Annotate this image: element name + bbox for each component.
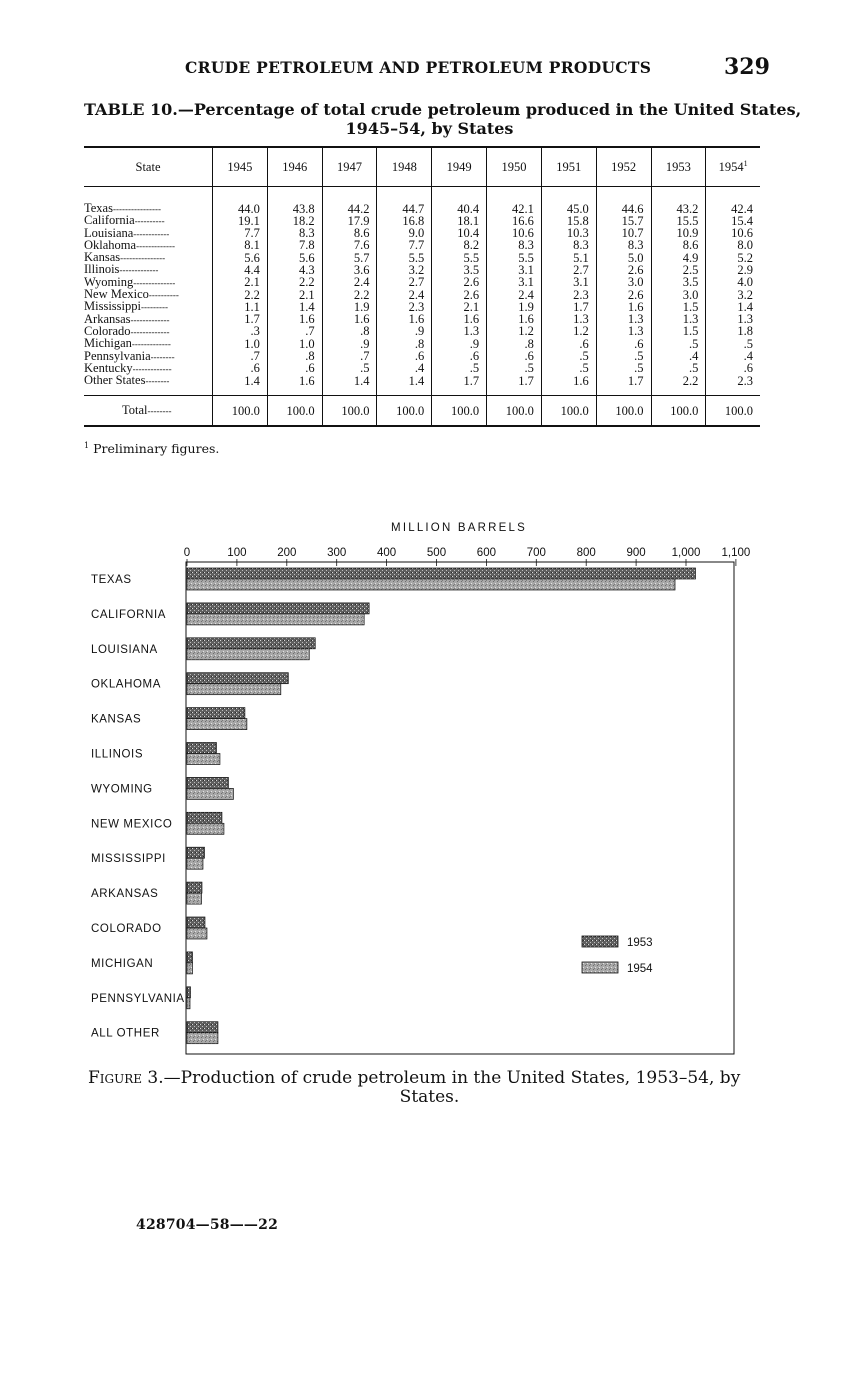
value-cell: .6 — [377, 351, 432, 363]
value-cell: 18.1 — [432, 215, 487, 227]
value-cell: 8.0 — [706, 240, 760, 252]
category-label: KANSAS — [91, 713, 142, 726]
value-cell: .5 — [706, 338, 760, 350]
state-name: Arkansas — [84, 311, 131, 326]
state-name: Wyoming — [84, 274, 134, 289]
bar-1954 — [187, 649, 309, 660]
bar-1954 — [187, 998, 190, 1009]
value-cell: .5 — [432, 363, 487, 375]
bar-1953 — [187, 812, 222, 823]
value-cell: 4.9 — [651, 252, 706, 264]
value-cell: 1.9 — [487, 301, 542, 313]
value-cell: 1.4 — [267, 301, 322, 313]
figure-caption — [88, 1068, 740, 1088]
total-value-cell: 100.0 — [706, 396, 760, 427]
category-label: CALIFORNIA — [91, 608, 167, 621]
value-cell: 9.0 — [377, 228, 432, 240]
x-tick-label: 200 — [277, 547, 297, 559]
dot-leader: -------- — [150, 351, 175, 362]
total-value-cell: 100.0 — [213, 396, 268, 427]
x-tick-label: 800 — [576, 547, 596, 559]
value-cell: 1.2 — [541, 326, 596, 338]
value-cell: .6 — [487, 351, 542, 363]
value-cell: 2.6 — [596, 264, 651, 276]
value-cell: 10.6 — [706, 228, 760, 240]
value-cell: .5 — [651, 363, 706, 375]
value-cell: 44.2 — [322, 187, 377, 216]
value-cell: 8.3 — [487, 240, 542, 252]
bar-1954 — [187, 684, 281, 695]
value-cell: 1.4 — [213, 375, 268, 396]
value-cell: 5.0 — [596, 252, 651, 264]
value-cell: 8.6 — [322, 228, 377, 240]
category-label: MISSISSIPPI — [91, 853, 166, 866]
figure-caption-prefix: Figure — [88, 1068, 143, 1088]
bar-1953 — [187, 1022, 218, 1033]
value-cell: 3.1 — [487, 277, 542, 289]
value-cell: 3.1 — [487, 264, 542, 276]
value-cell: 43.8 — [267, 187, 322, 216]
x-tick-label: 1,000 — [671, 547, 701, 559]
legend-swatch-1953 — [582, 936, 618, 947]
value-cell: 15.4 — [706, 215, 760, 227]
year-column-header-1954 — [706, 147, 760, 187]
value-cell: 2.1 — [267, 289, 322, 301]
value-cell: 1.3 — [706, 314, 760, 326]
value-cell: 5.6 — [213, 252, 268, 264]
footnote-mark: 1 — [84, 441, 90, 450]
total-value-cell: 100.0 — [322, 396, 377, 427]
bar-1954 — [187, 614, 364, 625]
bar-1954 — [187, 823, 224, 834]
year-column-header: 1945 — [213, 147, 268, 187]
production-bar-chart — [0, 500, 859, 1060]
value-cell: 5.5 — [377, 252, 432, 264]
value-cell: .8 — [377, 338, 432, 350]
category-label: MICHIGAN — [91, 957, 154, 970]
value-cell: 7.6 — [322, 240, 377, 252]
value-cell: 3.1 — [541, 277, 596, 289]
value-cell: .6 — [213, 363, 268, 375]
legend-swatch-1954 — [582, 962, 618, 973]
value-cell: 10.7 — [596, 228, 651, 240]
state-name: New Mexico — [84, 287, 149, 302]
value-cell: .6 — [596, 338, 651, 350]
value-cell: .5 — [322, 363, 377, 375]
total-value-cell: 100.0 — [541, 396, 596, 427]
year-column-header: 1948 — [377, 147, 432, 187]
value-cell: .6 — [706, 363, 760, 375]
value-cell: 1.6 — [377, 314, 432, 326]
printer-code: 428704—58——22 — [136, 1217, 279, 1233]
value-cell: 2.6 — [596, 289, 651, 301]
value-cell: .9 — [432, 338, 487, 350]
state-name: Other States — [84, 373, 146, 388]
value-cell: 4.0 — [706, 277, 760, 289]
running-head: CRUDE PETROLEUM AND PETROLEUM PRODUCTS — [185, 58, 652, 77]
total-value-cell: 100.0 — [596, 396, 651, 427]
value-cell: 1.6 — [432, 314, 487, 326]
value-cell: .5 — [596, 351, 651, 363]
value-cell: 1.3 — [651, 314, 706, 326]
value-cell: 2.7 — [541, 264, 596, 276]
value-cell: 3.5 — [432, 264, 487, 276]
value-cell: .4 — [651, 351, 706, 363]
bar-1953 — [187, 708, 245, 719]
state-name: California — [84, 213, 135, 228]
value-cell: 2.1 — [213, 277, 268, 289]
value-cell: 45.0 — [541, 187, 596, 216]
x-tick-label: 0 — [183, 547, 191, 559]
dot-leader: ------------- — [136, 240, 176, 251]
x-tick-label: 500 — [426, 547, 447, 559]
value-cell: 2.2 — [267, 277, 322, 289]
value-cell: 5.5 — [432, 252, 487, 264]
table-row — [84, 187, 760, 216]
value-cell: 16.8 — [377, 215, 432, 227]
value-cell: 7.8 — [267, 240, 322, 252]
value-cell: 1.9 — [322, 301, 377, 313]
value-cell: 2.7 — [377, 277, 432, 289]
bar-1953 — [187, 743, 216, 754]
year-label: 1954 — [718, 160, 744, 175]
x-axis-title: MILLION BARRELS — [391, 522, 527, 534]
value-cell: 3.0 — [596, 277, 651, 289]
value-cell: 2.4 — [322, 277, 377, 289]
value-cell: 1.4 — [377, 375, 432, 396]
category-label: ILLINOIS — [91, 748, 144, 761]
category-label: WYOMING — [91, 783, 153, 796]
value-cell: 1.2 — [487, 326, 542, 338]
value-cell: 2.6 — [432, 277, 487, 289]
value-cell: 1.6 — [322, 314, 377, 326]
value-cell: 1.6 — [541, 375, 596, 396]
value-cell: .6 — [267, 363, 322, 375]
value-cell: 42.4 — [706, 187, 760, 216]
value-cell: .9 — [377, 326, 432, 338]
state-name: Pennsylvania — [84, 348, 151, 363]
dot-leader: --------------- — [120, 253, 166, 264]
value-cell: 2.5 — [651, 264, 706, 276]
value-cell: 1.6 — [487, 314, 542, 326]
dot-leader: -------- — [147, 406, 172, 417]
value-cell: 1.6 — [267, 375, 322, 396]
value-cell: 44.7 — [377, 187, 432, 216]
value-cell: .9 — [322, 338, 377, 350]
value-cell: 1.7 — [596, 375, 651, 396]
state-name: Illinois — [84, 262, 120, 277]
legend — [582, 936, 653, 975]
value-cell: 2.2 — [651, 375, 706, 396]
category-label: TEXAS — [91, 574, 132, 586]
bar-1953 — [187, 882, 202, 893]
dot-leader: ---------- — [134, 216, 165, 227]
value-cell: 5.1 — [541, 252, 596, 264]
value-cell: 8.1 — [213, 240, 268, 252]
value-cell: 5.6 — [267, 252, 322, 264]
table-total-row — [84, 396, 760, 427]
bar-1953 — [187, 603, 369, 614]
value-cell: 2.4 — [377, 289, 432, 301]
value-cell: 4.3 — [267, 264, 322, 276]
footnote-text: Preliminary figures. — [93, 441, 220, 457]
bar-1954 — [187, 893, 201, 904]
value-cell: 2.3 — [541, 289, 596, 301]
state-name: Michigan — [84, 336, 132, 351]
value-cell: 8.3 — [267, 228, 322, 240]
value-cell: .7 — [267, 326, 322, 338]
value-cell: 1.7 — [541, 301, 596, 313]
x-tick-label: 1,100 — [721, 547, 751, 559]
value-cell: 2.4 — [487, 289, 542, 301]
value-cell: 1.3 — [432, 326, 487, 338]
dot-leader: ------------- — [119, 265, 159, 276]
year-column-header: 1946 — [267, 147, 322, 187]
total-label: Total-------- — [84, 396, 213, 427]
value-cell: 2.3 — [706, 375, 760, 396]
value-cell: 2.2 — [322, 289, 377, 301]
total-value-cell: 100.0 — [432, 396, 487, 427]
x-tick-label: 100 — [227, 547, 247, 559]
bar-1954 — [187, 788, 233, 799]
state-cell — [84, 375, 213, 396]
year-column-header: 1953 — [651, 147, 706, 187]
bar-1953 — [187, 638, 315, 649]
value-cell: .7 — [213, 351, 268, 363]
bar-1954 — [187, 754, 220, 765]
bar-1953 — [187, 952, 192, 963]
year-column-header: 1952 — [596, 147, 651, 187]
value-cell: 3.2 — [706, 289, 760, 301]
value-cell: 7.7 — [213, 228, 268, 240]
figure-caption-text: 3.—Production of crude petroleum in the United States, 1953–54, by — [142, 1068, 741, 1088]
x-tick-label: 300 — [327, 547, 347, 559]
year-column-header: 1950 — [487, 147, 542, 187]
value-cell: 1.5 — [651, 326, 706, 338]
category-label: COLORADO — [91, 923, 162, 935]
bar-1953 — [187, 673, 288, 684]
value-cell: 1.4 — [322, 375, 377, 396]
dot-leader: -------- — [145, 376, 170, 387]
value-cell: .8 — [322, 326, 377, 338]
value-cell: 2.3 — [377, 301, 432, 313]
legend-label-1954: 1954 — [627, 963, 653, 975]
value-cell: 3.2 — [377, 264, 432, 276]
state-cell — [84, 187, 213, 216]
year-column-header: 1947 — [322, 147, 377, 187]
value-cell: .5 — [541, 351, 596, 363]
value-cell: 18.2 — [267, 215, 322, 227]
dot-leader: ------------- — [132, 363, 172, 374]
value-cell: 3.6 — [322, 264, 377, 276]
value-cell: 2.9 — [706, 264, 760, 276]
value-cell: 15.5 — [651, 215, 706, 227]
state-name: Oklahoma — [84, 237, 137, 252]
state-name: Kentucky — [84, 360, 133, 375]
value-cell: 43.2 — [651, 187, 706, 216]
state-column-header: State — [84, 147, 213, 187]
footnote-ref: 1 — [743, 158, 748, 168]
dot-leader: ------------- — [131, 339, 171, 350]
value-cell: .7 — [322, 351, 377, 363]
value-cell: 42.1 — [487, 187, 542, 216]
value-cell: 40.4 — [432, 187, 487, 216]
state-name: Kansas — [84, 250, 121, 265]
value-cell: 2.2 — [213, 289, 268, 301]
value-cell: 5.5 — [487, 252, 542, 264]
bar-1953 — [187, 847, 204, 858]
value-cell: 1.6 — [267, 314, 322, 326]
dot-leader: ------------- — [130, 314, 170, 325]
value-cell: 5.2 — [706, 252, 760, 264]
value-cell: 5.7 — [322, 252, 377, 264]
total-value-cell: 100.0 — [267, 396, 322, 427]
value-cell: .4 — [377, 363, 432, 375]
value-cell: .8 — [267, 351, 322, 363]
category-label: PENNSYLVANIA — [91, 992, 185, 1005]
value-cell: 1.3 — [541, 314, 596, 326]
figure-caption-continued: States. — [399, 1087, 460, 1107]
x-tick-label: 900 — [626, 547, 646, 559]
value-cell: 1.7 — [432, 375, 487, 396]
value-cell: 8.6 — [651, 240, 706, 252]
value-cell: 44.0 — [213, 187, 268, 216]
x-tick-label: 400 — [377, 547, 397, 559]
value-cell: 15.7 — [596, 215, 651, 227]
bar-1954 — [187, 963, 192, 974]
value-cell: 1.8 — [706, 326, 760, 338]
dot-leader: ------------ — [133, 228, 170, 239]
state-name: Colorado — [84, 323, 131, 338]
value-cell: 1.0 — [267, 338, 322, 350]
table-row — [84, 375, 760, 396]
value-cell: 15.8 — [541, 215, 596, 227]
value-cell: .8 — [487, 338, 542, 350]
bar-1953 — [187, 917, 205, 928]
bar-1953 — [187, 987, 190, 998]
table-footnote — [84, 441, 219, 456]
bar-1954 — [187, 928, 207, 939]
value-cell: 3.0 — [651, 289, 706, 301]
bar-1953 — [187, 777, 228, 788]
category-label: ARKANSAS — [91, 888, 159, 901]
value-cell: 1.7 — [213, 314, 268, 326]
value-cell: 8.3 — [596, 240, 651, 252]
value-cell: 3.5 — [651, 277, 706, 289]
dot-leader: ---------------- — [112, 204, 161, 214]
value-cell: 8.2 — [432, 240, 487, 252]
value-cell: 16.6 — [487, 215, 542, 227]
value-cell: 1.6 — [596, 301, 651, 313]
value-cell: .6 — [432, 351, 487, 363]
value-cell: 1.0 — [213, 338, 268, 350]
total-value-cell: 100.0 — [487, 396, 542, 427]
x-tick-label: 600 — [476, 547, 496, 559]
category-labels — [91, 574, 185, 1040]
value-cell: 44.6 — [596, 187, 651, 216]
bar-1953 — [187, 568, 695, 579]
dot-leader: -------------- — [133, 277, 176, 288]
value-cell: 1.3 — [596, 314, 651, 326]
legend-label-1953: 1953 — [627, 937, 653, 949]
value-cell: 8.3 — [541, 240, 596, 252]
value-cell: .5 — [541, 363, 596, 375]
value-cell: 10.4 — [432, 228, 487, 240]
bar-1954 — [187, 579, 675, 590]
dot-leader: ---------- — [148, 290, 179, 301]
state-name: Mississippi — [84, 299, 141, 314]
table-header-row — [84, 147, 760, 187]
page-number: 329 — [724, 54, 770, 80]
value-cell: .5 — [651, 338, 706, 350]
value-cell: 1.3 — [596, 326, 651, 338]
value-cell: 10.3 — [541, 228, 596, 240]
bar-1954 — [187, 858, 203, 869]
bar-1954 — [187, 719, 247, 730]
value-cell: 1.5 — [651, 301, 706, 313]
value-cell: 1.1 — [213, 301, 268, 313]
value-cell: 4.4 — [213, 264, 268, 276]
year-column-header: 1951 — [541, 147, 596, 187]
value-cell: 2.6 — [432, 289, 487, 301]
year-column-header: 1949 — [432, 147, 487, 187]
value-cell: .4 — [706, 351, 760, 363]
bars — [187, 568, 695, 1044]
plot-frame — [186, 562, 734, 1054]
state-name: Louisiana — [84, 225, 134, 240]
value-cell: .5 — [487, 363, 542, 375]
bar-1954 — [187, 1033, 218, 1044]
total-value-cell: 100.0 — [651, 396, 706, 427]
dot-leader: --------- — [140, 302, 168, 313]
table-body — [84, 187, 760, 427]
category-label: OKLAHOMA — [91, 678, 161, 691]
category-label: LOUISIANA — [91, 643, 158, 656]
dot-leader: ------------- — [130, 326, 170, 337]
category-label: ALL OTHER — [91, 1027, 160, 1040]
value-cell: .3 — [213, 326, 268, 338]
category-label: NEW MEXICO — [91, 818, 173, 831]
table-caption: TABLE 10.—Percentage of total crude petroleum produced in the United States, — [84, 100, 802, 119]
value-cell: .6 — [541, 338, 596, 350]
value-cell: .5 — [596, 363, 651, 375]
total-value-cell: 100.0 — [377, 396, 432, 427]
value-cell: 2.1 — [432, 301, 487, 313]
table-caption-subtitle: 1945–54, by States — [345, 119, 514, 138]
x-axis-ticks — [184, 547, 750, 566]
value-cell: 1.4 — [706, 301, 760, 313]
value-cell: 10.9 — [651, 228, 706, 240]
x-tick-label: 700 — [526, 547, 546, 559]
value-cell: 7.7 — [377, 240, 432, 252]
value-cell: 17.9 — [322, 215, 377, 227]
value-cell: 1.7 — [487, 375, 542, 396]
value-cell: 10.6 — [487, 228, 542, 240]
value-cell: 19.1 — [213, 215, 268, 227]
state-name: Texas — [84, 201, 113, 215]
production-percentage-table — [84, 146, 760, 427]
